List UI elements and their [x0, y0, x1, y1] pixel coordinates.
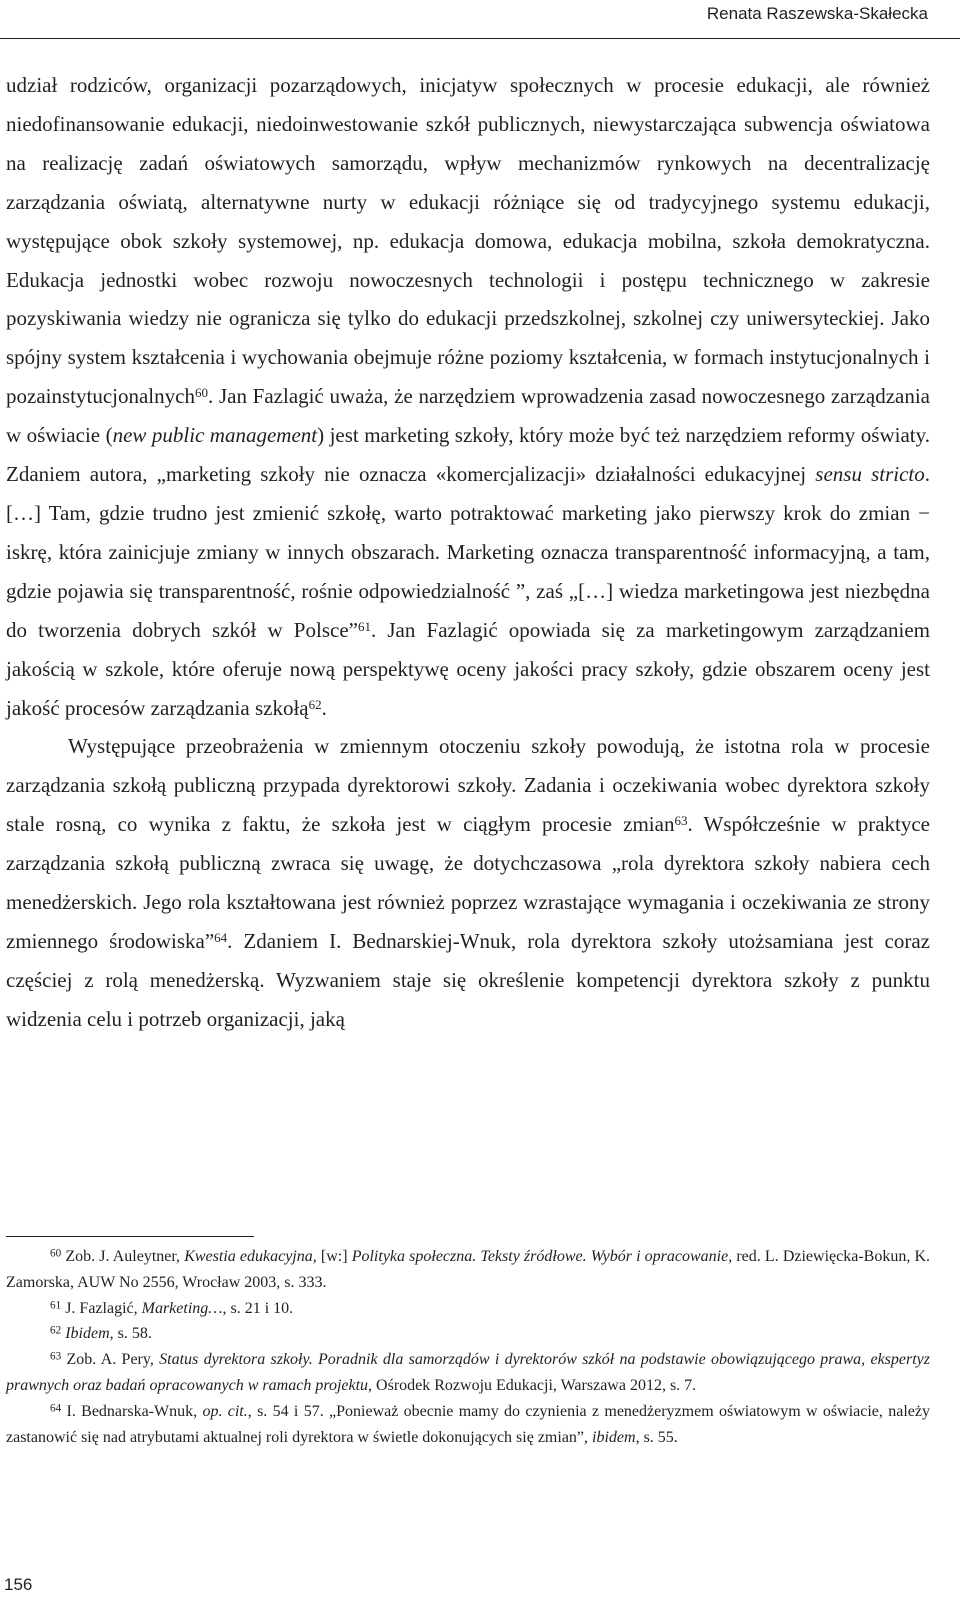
footnote-ref-61: 61: [357, 618, 371, 634]
footnote-64: [6, 1399, 930, 1451]
italic-title: Kwestia edukacyjna: [184, 1248, 313, 1265]
text-run: , red. L. Dziewięcka-Bokun, K. Zamorska, AUW No 2556, Wrocław 2003, s. 333.: [6, 1248, 931, 1291]
text-run: I. Bednarska-Wnuk,: [61, 1402, 203, 1420]
footnote-ref-64: 64: [214, 930, 228, 946]
running-head-author: Renata Raszewska-Skałecka: [706, 4, 928, 23]
footnote-63: [6, 1347, 930, 1399]
footnote-number: 63: [50, 1350, 62, 1363]
text-run: .: [321, 695, 327, 720]
text-run: , s. 54 i 57. „Ponieważ obecnie mamy do czynienia z menedżeryzmem oświatowym w oświacie, należy zastanowić się nad atrybutami aktualnej roli dyrektora w świetle dokonujących się zmian”,: [6, 1402, 930, 1446]
main-text: [6, 66, 930, 1039]
italic-term: new public management: [112, 423, 318, 448]
italic-title: Ibidem: [65, 1325, 110, 1343]
footnote-ref-63: 63: [674, 813, 688, 829]
italic-title: op. cit.: [202, 1402, 248, 1420]
text-run: , [w:]: [312, 1248, 352, 1265]
text-run: udział rodziców, organizacji pozarządowych, inicjatyw społecznych w procesie edukacji, ale również niedofinansowanie edukacji, niedoinwestowanie szkół publicznych, niewystarczająca subwencja oświatowa na realizację zadań oświatowych samorządu, wpływ mechanizmów rynkowych na decentralizację zarządzania oświatą, alternatywne nurty w edukacji różniące się od tradycyjnego systemu edukacji, występujące obok szkoły systemowej, np. edukacja domowa, edukacja mobilna, szkoła demokratyczna. Edukacja jednostki wobec rozwoju nowoczesnych technologii i postępu technicznego w zakresie pozyskiwania wiedzy nie ogranicza się tylko do edukacji przedszkolnej, szkolnej czy uniwersyteckiej. Jako spójny system kształcenia i wychowania obejmuje różne poziomy kształcenia, w formach instytucjonalnych i pozainstytucjonalnych: [6, 73, 930, 409]
text-run: . […] Tam, gdzie trudno jest zmienić szkołę, warto potraktować marketing jako pierwszy krok do zmian − iskrę, która zainicjuje zmiany w innych obszarach. Marketing oznacza transparentność informacyjną, a tam, gdzie pojawia się transparentność, rośnie odpowiedzialność ”, zaś „[…] wiedza marketingowa jest niezbędna do tworzenia dobrych szkół w Polsce”: [6, 462, 930, 642]
text-run: . Jan Fazlagić opowiada się za marketingowym zarządzaniem jakością w szkole, które oferuje nową perspektywę oceny jakości pracy szkoły, gdzie obszarem oceny jest jakość procesów zarządzania szkołą: [6, 617, 931, 720]
italic-title: ibidem: [592, 1428, 636, 1446]
text-run: Zob. A. Pery,: [61, 1351, 160, 1369]
text-run: . Współcześnie w praktyce zarządzania szkołą publiczną zwraca się uwagę, że dotychczasowa „rola dyrektora szkoły nabiera cech menedżerskich. Jego rola kształtowana jest również poprzez wzrastające wymagania i oczekiwania ze strony zmiennego środowiska”: [6, 812, 930, 953]
footnote-ref-62: 62: [308, 696, 322, 712]
paragraph-2: [6, 727, 930, 1038]
text-run: J. Fazlagić,: [61, 1299, 142, 1317]
paragraph-1: [6, 66, 930, 727]
text-run: , s. 58.: [109, 1325, 152, 1343]
footnote-62: [6, 1321, 930, 1347]
text-run: , Ośrodek Rozwoju Edukacji, Warszawa 2012, s. 7.: [368, 1376, 697, 1394]
footnote-ref-60: 60: [194, 385, 208, 401]
footnote-rule: [6, 1236, 254, 1237]
footnote-number: 62: [50, 1324, 62, 1337]
text-run: Zob. J. Auleytner,: [61, 1248, 185, 1265]
text-run: Występujące przeobrażenia w zmiennym otoczeniu szkoły powodują, że istotna rola w procesie zarządzania szkołą publiczną przypada dyrektorowi szkoły. Zadania i oczekiwania wobec dyrektora szkoły stale rosną, co wynika z faktu, że szkoła jest w ciągłym procesie zmian: [6, 734, 930, 837]
text-run: . Jan Fazlagić uważa, że narzędziem wprowadzenia zasad nowoczesnego zarządzania w oświacie (: [6, 384, 930, 448]
footnote-number: 60: [50, 1247, 62, 1260]
footnote-60: [6, 1244, 930, 1296]
italic-title: Polityka społeczna. Teksty źródłowe. Wybór i opracowanie: [351, 1248, 729, 1265]
italic-title: Status dyrektora szkoły. Poradnik dla samorządów i dyrektorów szkół na podstawie obowiązującego prawa, ekspertyz prawnych oraz badań opracowanych w ramach projektu: [6, 1351, 931, 1394]
text-run: . Zdaniem I. Bednarskiej-Wnuk, rola dyrektora szkoły utożsamiana jest coraz częściej z rolą menedżerską. Wyzwaniem staje się określenie kompetencji dyrektora szkoły z punktu widzenia celu i potrzeb organizacji, jaką: [6, 928, 930, 1031]
text-run: , s. 55.: [635, 1428, 678, 1446]
footnote-61: [6, 1296, 930, 1322]
footnotes: [6, 1244, 930, 1450]
footnote-number: 61: [50, 1299, 62, 1312]
text-run: , s. 21 i 10.: [222, 1299, 294, 1317]
text-run: ) jest marketing szkoły, który może być też narzędziem reformy oświaty. Zdaniem autora, „marketing szkoły nie oznacza «komercjalizacji» działalności edukacyjnej: [6, 423, 930, 487]
footnote-number: 64: [50, 1402, 62, 1415]
header-rule: [0, 38, 960, 39]
italic-title: Marketing…: [141, 1299, 223, 1317]
italic-term: sensu stricto: [815, 462, 925, 487]
page-number: 156: [4, 1575, 33, 1594]
